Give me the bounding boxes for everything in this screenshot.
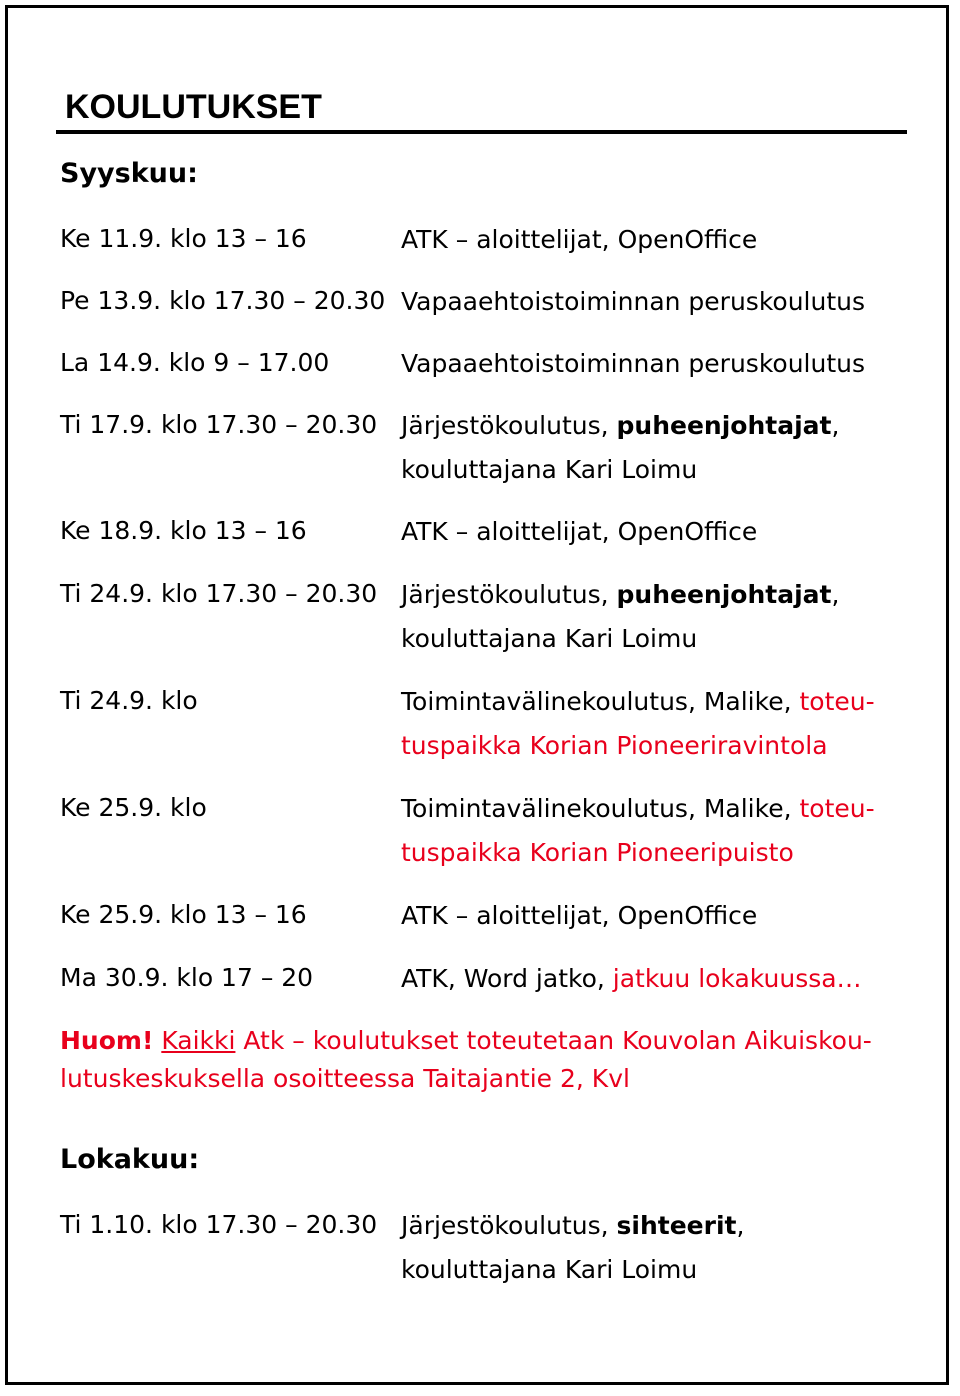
- event-punctuation: ,: [831, 580, 840, 609]
- event-time: Ke 25.9. klo 13 – 16: [60, 900, 307, 929]
- notice-text-continued: lutuskeskuksella osoitteessa Taitajantie 2, Kvl: [60, 1064, 630, 1093]
- event-location: toteu-: [799, 687, 875, 716]
- event-title: ATK – aloittelijat, OpenOffice: [401, 225, 758, 254]
- event-time: Ti 17.9. klo 17.30 – 20.30: [60, 410, 378, 439]
- event-description: [401, 894, 911, 938]
- event-title: ATK, Word jatko,: [401, 964, 605, 993]
- month-heading-october: Lokakuu:: [60, 1144, 200, 1175]
- event-continuation-note: jatkuu lokakuussa…: [612, 964, 862, 993]
- event-time: Ke 25.9. klo: [60, 793, 207, 822]
- event-audience: sihteerit: [616, 1211, 737, 1240]
- event-description: [401, 680, 911, 768]
- event-title: ATK – aloittelijat, OpenOffice: [401, 901, 758, 930]
- event-time: La 14.9. klo 9 – 17.00: [60, 348, 330, 377]
- event-title: Toimintavälinekoulutus, Malike,: [401, 794, 792, 823]
- event-title: Järjestökoulutus,: [401, 411, 609, 440]
- title-underline: [56, 130, 907, 134]
- event-description: [401, 787, 911, 875]
- event-time: Ti 24.9. klo: [60, 686, 198, 715]
- event-location: toteu-: [799, 794, 875, 823]
- event-title: Järjestökoulutus,: [401, 580, 609, 609]
- event-description: [401, 342, 911, 386]
- event-time: Ti 24.9. klo 17.30 – 20.30: [60, 579, 378, 608]
- event-punctuation: ,: [831, 411, 840, 440]
- event-title: Vapaaehtoistoiminnan peruskoulutus: [401, 349, 866, 378]
- page-title: KOULUTUKSET: [65, 88, 322, 126]
- event-location-continued: tuspaikka Korian Pioneeripuisto: [401, 838, 794, 867]
- event-description: [401, 404, 911, 492]
- notice-emphasis: Kaikki: [161, 1026, 236, 1055]
- event-title: Vapaaehtoistoiminnan peruskoulutus: [401, 287, 866, 316]
- event-description: [401, 280, 911, 324]
- event-audience: puheenjohtajat: [616, 411, 832, 440]
- event-description: [401, 957, 911, 1001]
- notice: [60, 1022, 910, 1098]
- event-description: [401, 218, 911, 262]
- event-description: [401, 573, 911, 661]
- event-description: [401, 1204, 911, 1292]
- event-punctuation: ,: [736, 1211, 745, 1240]
- event-trainer: kouluttajana Kari Loimu: [401, 624, 698, 653]
- notice-text: Atk – koulutukset toteutetaan Kouvolan Aikuiskou-: [243, 1026, 872, 1055]
- event-audience: puheenjohtajat: [616, 580, 832, 609]
- event-time: Ti 1.10. klo 17.30 – 20.30: [60, 1210, 378, 1239]
- event-time: Ma 30.9. klo 17 – 20: [60, 963, 314, 992]
- event-time: Pe 13.9. klo 17.30 – 20.30: [60, 286, 386, 315]
- event-trainer: kouluttajana Kari Loimu: [401, 1255, 698, 1284]
- event-location-continued: tuspaikka Korian Pioneeriravintola: [401, 731, 828, 760]
- notice-label: Huom!: [60, 1026, 154, 1055]
- event-trainer: kouluttajana Kari Loimu: [401, 455, 698, 484]
- event-title: Toimintavälinekoulutus, Malike,: [401, 687, 792, 716]
- event-time: Ke 11.9. klo 13 – 16: [60, 224, 307, 253]
- event-title: Järjestökoulutus,: [401, 1211, 609, 1240]
- event-title: ATK – aloittelijat, OpenOffice: [401, 517, 758, 546]
- event-time: Ke 18.9. klo 13 – 16: [60, 516, 307, 545]
- event-description: [401, 510, 911, 554]
- month-heading-september: Syyskuu:: [60, 158, 198, 189]
